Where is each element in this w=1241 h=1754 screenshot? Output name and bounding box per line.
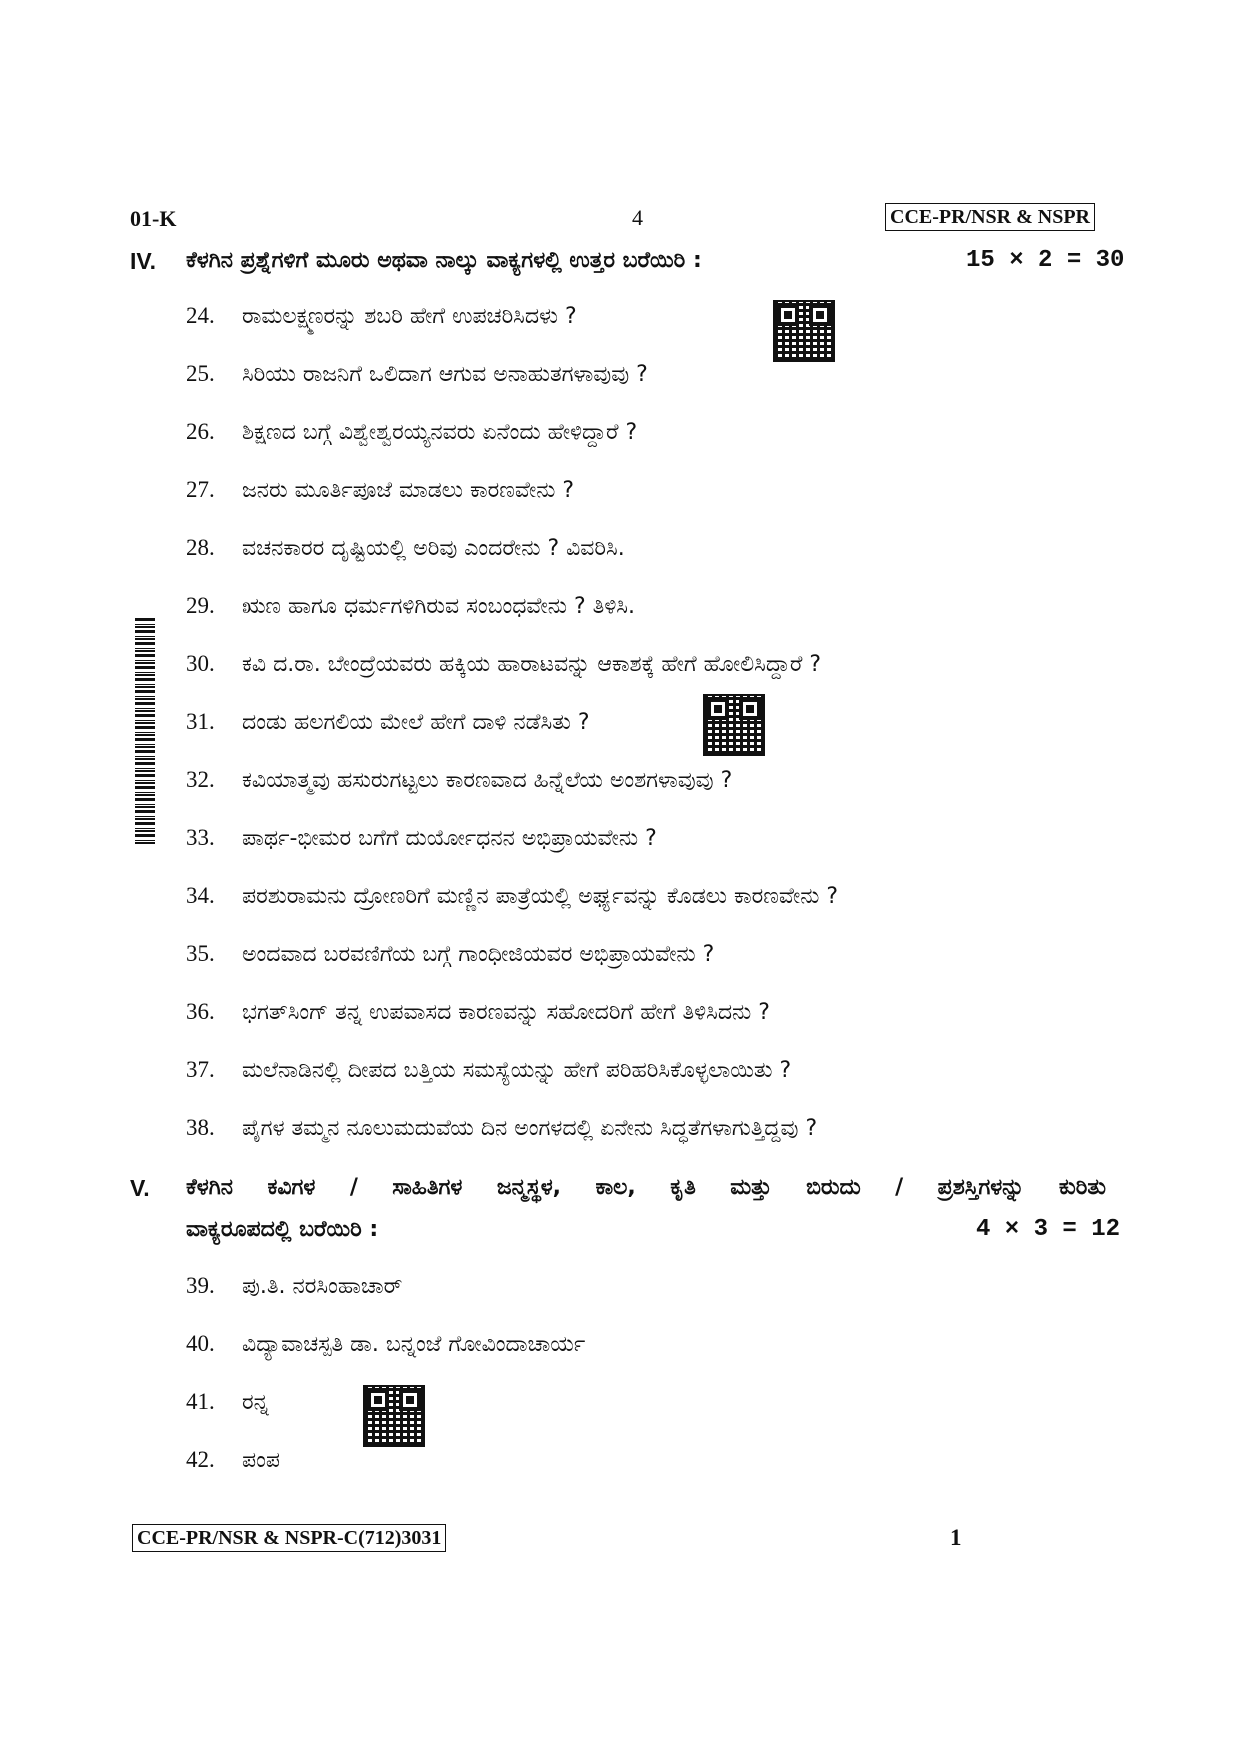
footer-page-number: 1	[950, 1525, 962, 1550]
question-36	[186, 999, 770, 1025]
question-text: ಮಲೆನಾಡಿನಲ್ಲಿ ದೀಪದ ಬತ್ತಿಯ ಸಮಸ್ಯೆಯನ್ನು ಹೇಗೆ ಪರಿಹರಿಸಿಕೊಳ್ಳಲಾಯಿತು ?	[242, 1058, 792, 1083]
question-38	[186, 1115, 817, 1141]
qr-code-icon	[363, 1385, 425, 1447]
question-text: ಅಂದವಾದ ಬರವಣಿಗೆಯ ಬಗ್ಗೆ ಗಾಂಧೀಜಿಯವರ ಅಭಿಪ್ರಾಯವೇನು ?	[242, 942, 715, 967]
question-text: ವಚನಕಾರರ ದೃಷ್ಟಿಯಲ್ಲಿ ಅರಿವು ಎಂದರೇನು ? ವಿವರಿಸಿ.	[242, 536, 625, 561]
qr-code-icon	[703, 694, 765, 756]
question-24	[186, 303, 577, 329]
question-40	[186, 1331, 585, 1357]
question-text: ಪೈಗಳ ತಮ್ಮನ ನೂಲುಮದುವೆಯ ದಿನ ಅಂಗಳದಲ್ಲಿ ಏನೇನು ಸಿದ್ಧತೆಗಳಾಗುತ್ತಿದ್ದವು ?	[242, 1116, 818, 1141]
question-number: 37.	[186, 1057, 215, 1082]
question-31	[186, 709, 590, 735]
question-number: 30.	[186, 651, 215, 676]
exam-code-box: CCE-PR/NSR & NSPR	[885, 203, 1095, 231]
question-32	[186, 767, 732, 793]
question-number: 38.	[186, 1115, 215, 1140]
section-v-marks: 4 × 3 = 12	[976, 1216, 1121, 1243]
question-number: 27.	[186, 477, 215, 502]
question-37	[186, 1057, 791, 1083]
section-v-title-line2: ವಾಕ್ಯರೂಪದಲ್ಲಿ ಬರೆಯಿರಿ :	[186, 1217, 379, 1242]
question-number: 40.	[186, 1331, 215, 1356]
question-number: 33.	[186, 825, 215, 850]
section-iv-title: ಕೆಳಗಿನ ಪ್ರಶ್ನೆಗಳಿಗೆ ಮೂರು ಅಥವಾ ನಾಲ್ಕು ವಾಕ್ಯಗಳಲ್ಲಿ ಉತ್ತರ ಬರೆಯಿರಿ :	[186, 248, 702, 273]
question-text: ಸಿರಿಯು ರಾಜನಿಗೆ ಒಲಿದಾಗ ಆಗುವ ಅನಾಹುತಗಳಾವುವು ?	[242, 362, 648, 387]
section-v-label: V.	[130, 1175, 150, 1201]
section-v-title-line1: ಕೆಳಗಿನ ಕವಿಗಳ / ಸಾಹಿತಿಗಳ ಜನ್ಮಸ್ಥಳ, ಕಾಲ, ಕೃತಿ ಮತ್ತು ಬಿರುದು / ಪ್ರಶಸ್ತಿಗಳನ್ನು ಕುರಿತು	[186, 1175, 1106, 1200]
question-28	[186, 535, 625, 561]
question-number: 42.	[186, 1447, 215, 1472]
question-number: 25.	[186, 361, 215, 386]
question-text: ದಂಡು ಹಲಗಲಿಯ ಮೇಲೆ ಹೇಗೆ ದಾಳಿ ನಡೆಸಿತು ?	[242, 710, 590, 735]
question-text: ಪರಶುರಾಮನು ದ್ರೋಣರಿಗೆ ಮಣ್ಣಿನ ಪಾತ್ರೆಯಲ್ಲಿ ಅರ್ಘ್ಯವನ್ನು ಕೊಡಲು ಕಾರಣವೇನು ?	[242, 884, 839, 909]
qr-code-icon	[773, 300, 835, 362]
question-text: ಕವಿಯಾತ್ಮವು ಹಸುರುಗಟ್ಟಲು ಕಾರಣವಾದ ಹಿನ್ನೆಲೆಯ ಅಂಶಗಳಾವುವು ?	[242, 768, 733, 793]
question-27	[186, 477, 574, 503]
footer-exam-code-box: CCE-PR/NSR & NSPR-C(712)3031	[132, 1524, 446, 1552]
question-33	[186, 825, 657, 851]
question-number: 35.	[186, 941, 215, 966]
question-text: ಭಗತ್‌ಸಿಂಗ್ ತನ್ನ ಉಪವಾಸದ ಕಾರಣವನ್ನು ಸಹೋದರಿಗೆ ಹೇಗೆ ತಿಳಿಸಿದನು ?	[242, 1000, 770, 1025]
question-29	[186, 593, 635, 619]
question-number: 34.	[186, 883, 215, 908]
question-text: ಶಿಕ್ಷಣದ ಬಗ್ಗೆ ವಿಶ್ವೇಶ್ವರಯ್ಯನವರು ಏನೆಂದು ಹೇಳಿದ್ದಾರೆ ?	[242, 420, 638, 445]
page-number: 4	[632, 205, 643, 230]
question-number: 24.	[186, 303, 215, 328]
question-text: ವಿದ್ಯಾವಾಚಸ್ಪತಿ ಡಾ. ಬನ್ನಂಜೆ ಗೋವಿಂದಾಚಾರ್ಯ	[242, 1332, 586, 1357]
question-number: 26.	[186, 419, 215, 444]
question-text: ಪಾರ್ಥ-ಭೀಮರ ಬಗೆಗೆ ದುರ್ಯೋಧನನ ಅಭಿಪ್ರಾಯವೇನು ?	[242, 826, 657, 851]
question-42	[186, 1447, 280, 1473]
question-number: 32.	[186, 767, 215, 792]
question-number: 36.	[186, 999, 215, 1024]
question-34	[186, 883, 838, 909]
question-text: ಪಂಪ	[242, 1448, 280, 1473]
question-39	[186, 1273, 402, 1299]
question-35	[186, 941, 714, 967]
question-text: ಋಣ ಹಾಗೂ ಧರ್ಮಗಳಿಗಿರುವ ಸಂಬಂಧವೇನು ? ತಿಳಿಸಿ.	[242, 594, 635, 619]
question-text: ಜನರು ಮೂರ್ತಿಪೂಜೆ ಮಾಡಲು ಕಾರಣವೇನು ?	[242, 478, 575, 503]
question-41	[186, 1389, 269, 1415]
question-text: ರನ್ನ	[242, 1390, 269, 1415]
section-iv-label: IV.	[130, 248, 157, 274]
question-number: 28.	[186, 535, 215, 560]
question-26	[186, 419, 637, 445]
question-number: 41.	[186, 1389, 215, 1414]
question-25	[186, 361, 648, 387]
question-text: ರಾಮಲಕ್ಷ್ಮಣರನ್ನು ಶಬರಿ ಹೇಗೆ ಉಪಚರಿಸಿದಳು ?	[242, 304, 577, 329]
paper-code: 01-K	[130, 206, 177, 231]
section-iv-marks: 15 × 2 = 30	[966, 247, 1125, 274]
question-number: 29.	[186, 593, 215, 618]
question-number: 31.	[186, 709, 215, 734]
question-30	[186, 651, 821, 677]
question-text: ಕವಿ ದ.ರಾ. ಬೇಂದ್ರೆಯವರು ಹಕ್ಕಿಯ ಹಾರಾಟವನ್ನು ಆಕಾಶಕ್ಕೆ ಹೇಗೆ ಹೋಲಿಸಿದ್ದಾರೆ ?	[242, 652, 822, 677]
question-text: ಪು.ತಿ. ನರಸಿಂಹಾಚಾರ್	[242, 1274, 403, 1299]
barcode-icon	[135, 616, 155, 844]
question-number: 39.	[186, 1273, 215, 1298]
